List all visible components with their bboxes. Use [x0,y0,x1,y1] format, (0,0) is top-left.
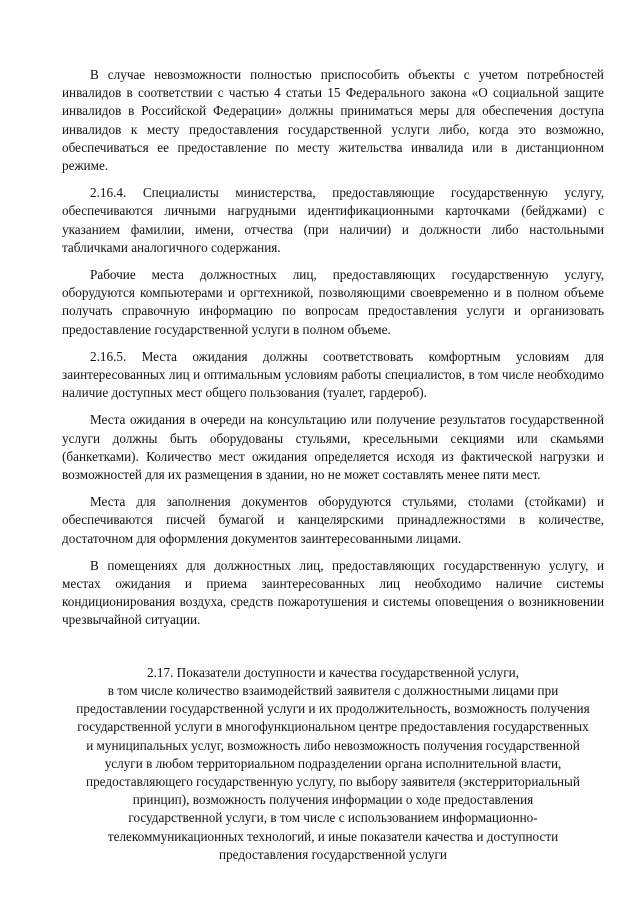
heading-line: государственной услуги в многофункциональном центре предоставления государственных [77,719,589,735]
heading-line: предоставляющего государственную услугу, по выбору заявителя (экстерриториальный [86,773,580,789]
heading-line: принцип), возможность получения информации о ходе предоставления [132,792,534,808]
paragraph-accessibility-measures: В случае невозможности полностью приспособить объекты с учетом потребностей инвалидов в соответствии с частью 4 статьи 15 Федерального закона «О социальной защите инвалидов в Российской Федерации» должны приниматься меры для обеспечения доступа инвалидов к месту предоставления государственной услуги либо, когда это возможно, обеспечиваться ее предоставление по месту жительства инвалида или в дистанционном режиме. [62,67,604,174]
heading-line: государственной услуги, в том числе с использованием информационно- [128,810,538,826]
heading-line: услуги в любом территориальном подразделении органа исполнительной власти, [104,755,562,771]
paragraph-2-16-5-waiting-areas: 2.16.5. Места ожидания должны соответствовать комфортным условиям для заинтересованных лиц и оптимальным условиям работы специалистов, в том числе необходимо наличие доступных мест общего пользования (туалет, гардероб). [62,348,604,401]
heading-line: и муниципальных услуг, возможность либо невозможность получения государственной [86,737,580,753]
paragraph-premises-systems: В помещениях для должностных лиц, предоставляющих государственную услугу, и местах ожидания и приема заинтересованных лиц необходимо наличие системы кондиционирования воздуха, средств пожаротушения и системы оповещения о возникновении чрезвычайной ситуации. [62,557,604,628]
paragraph-2-16-4-badges: 2.16.4. Специалисты министерства, предоставляющие государственную услугу, обеспечиваются личными нагрудными идентификационными карточками (бейджами) с указанием фамилии, имени, отчества (при наличии) и должности либо настольными табличками аналогичного содержания. [62,185,604,255]
paragraph-waiting-seating: Места ожидания в очереди на консультацию или получение результатов государственной услуги должны быть оборудованы стульями, кресельными секциями или скамьями (банкетками). Количество мест ожидания определяется исходя из фактической нагрузки и возможностей для их размещения в здании, но не может составлять менее пяти мест. [62,412,604,483]
heading-line: в том числе количество взаимодействий заявителя с должностными лицами при [107,682,559,698]
paragraph-document-filling-places: Места для заполнения документов оборудуются стульями, столами (стойками) и обеспечиваются писчей бумагой и канцелярскими принадлежностями в количестве, достаточном для оформления документов заинтересованными лицами. [62,494,604,546]
heading-line: предоставлении государственной услуги и их продолжительность, возможность получения [76,701,590,717]
heading-line: телекоммуникационных технологий, и иные показатели качества и доступности [107,828,559,844]
heading-line: предоставления государственной услуги [219,846,447,862]
heading-line: 2.17. Показатели доступности и качества государственной услуги, [147,664,519,680]
paragraph-workplaces: Рабочие места должностных лиц, предоставляющих государственную услугу, оборудуются компьютерами и оргтехникой, позволяющими своевременно и в полном объеме получать справочную информацию по вопросам предоставления услуги и организовать предоставление государственной услуги в полном объеме. [62,267,604,337]
section-heading-2-17 [62,664,604,864]
